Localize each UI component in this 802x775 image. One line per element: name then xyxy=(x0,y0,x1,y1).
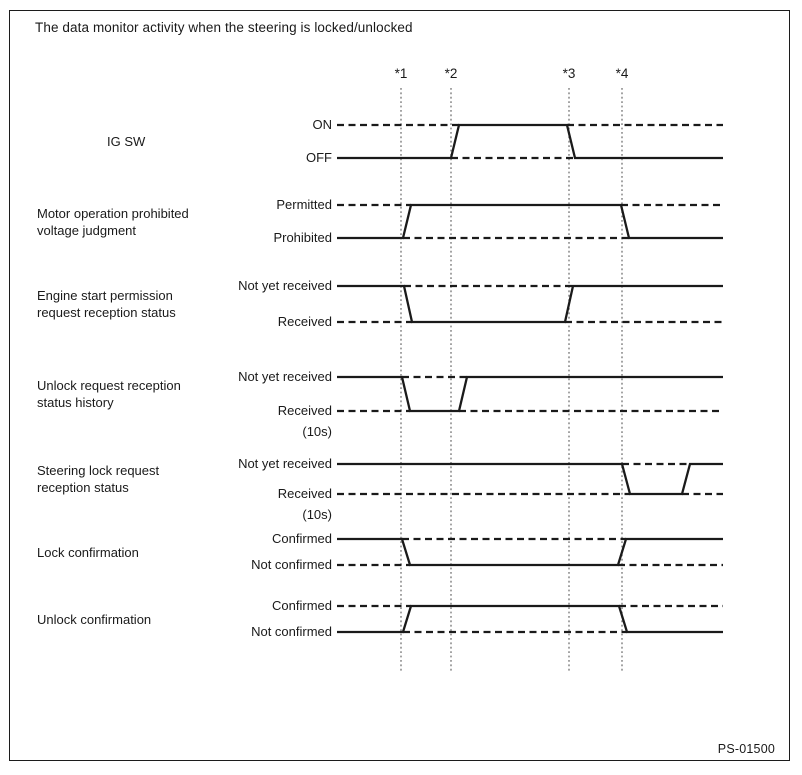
signal-motor-operation-prohibited-voltage-judgment-wave xyxy=(337,205,723,238)
figure-code: PS-01500 xyxy=(717,742,775,756)
signal-unlock-confirmation-name-line: Unlock confirmation xyxy=(37,612,152,627)
signal-ig-sw-high-label: ON xyxy=(312,117,332,132)
signal-lock-confirmation-low-label: Not confirmed xyxy=(251,557,332,572)
signal-ig-sw-wave xyxy=(337,125,723,158)
marker-label-3: *3 xyxy=(562,66,576,81)
signal-steering-lock-request-reception-status-name-line: Steering lock request xyxy=(37,463,160,478)
signal-lock-confirmation-wave xyxy=(337,539,723,565)
signal-lock-confirmation-name xyxy=(37,544,139,561)
signal-unlock-confirmation-wave xyxy=(337,606,723,632)
signal-motor-operation-prohibited-voltage-judgment-name-line: voltage judgment xyxy=(37,223,137,238)
signal-engine-start-permission-request-reception-status-name xyxy=(37,287,176,321)
signal-unlock-confirmation-low-label: Not confirmed xyxy=(251,624,332,639)
signal-lock-confirmation-name-line: Lock confirmation xyxy=(37,545,139,560)
diagram-title: The data monitor activity when the steering is locked/unlocked xyxy=(35,20,413,35)
signal-unlock-confirmation-high-label: Confirmed xyxy=(272,598,332,613)
signal-steering-lock-request-reception-status-low-label: Received xyxy=(277,486,332,501)
signal-engine-start-permission-request-reception-status-low-label: Received xyxy=(277,314,332,329)
marker-label-1: *1 xyxy=(394,66,408,81)
signal-unlock-confirmation-name xyxy=(37,611,151,628)
signal-engine-start-permission-request-reception-status-wave xyxy=(337,286,723,322)
signal-unlock-request-reception-status-history-name-line: Unlock request reception xyxy=(37,378,181,393)
signal-ig-sw-low-label: OFF xyxy=(306,150,332,165)
marker-label-2: *2 xyxy=(444,66,458,81)
marker-label-4: *4 xyxy=(615,66,629,81)
signal-motor-operation-prohibited-voltage-judgment-name xyxy=(37,205,189,239)
signal-unlock-request-reception-status-history-low-label: Received xyxy=(277,403,332,418)
signal-unlock-request-reception-status-history-wave xyxy=(337,377,723,411)
signal-motor-operation-prohibited-voltage-judgment-low-label: Prohibited xyxy=(273,230,332,245)
signal-motor-operation-prohibited-voltage-judgment-name-line: Motor operation prohibited xyxy=(37,206,189,221)
signal-steering-lock-request-reception-status-name-line: reception status xyxy=(37,480,129,495)
signal-unlock-request-reception-status-history-name xyxy=(37,377,181,411)
signal-engine-start-permission-request-reception-status-high-label: Not yet received xyxy=(238,278,332,293)
signal-engine-start-permission-request-reception-status-name-line: Engine start permission xyxy=(37,288,173,303)
signal-unlock-request-reception-status-history-low-sub-label: (10s) xyxy=(302,424,332,439)
signal-steering-lock-request-reception-status-high-label: Not yet received xyxy=(238,456,332,471)
signal-ig-sw-name-line: IG SW xyxy=(107,134,146,149)
signal-ig-sw-name xyxy=(107,133,145,150)
signal-motor-operation-prohibited-voltage-judgment-high-label: Permitted xyxy=(276,197,332,212)
signal-steering-lock-request-reception-status-name xyxy=(37,462,159,496)
signal-engine-start-permission-request-reception-status-name-line: request reception status xyxy=(37,305,176,320)
signal-steering-lock-request-reception-status-wave xyxy=(337,464,723,494)
signal-unlock-request-reception-status-history-high-label: Not yet received xyxy=(238,369,332,384)
signal-unlock-request-reception-status-history-name-line: status history xyxy=(37,395,114,410)
signal-steering-lock-request-reception-status-low-sub-label: (10s) xyxy=(302,507,332,522)
signal-lock-confirmation-high-label: Confirmed xyxy=(272,531,332,546)
